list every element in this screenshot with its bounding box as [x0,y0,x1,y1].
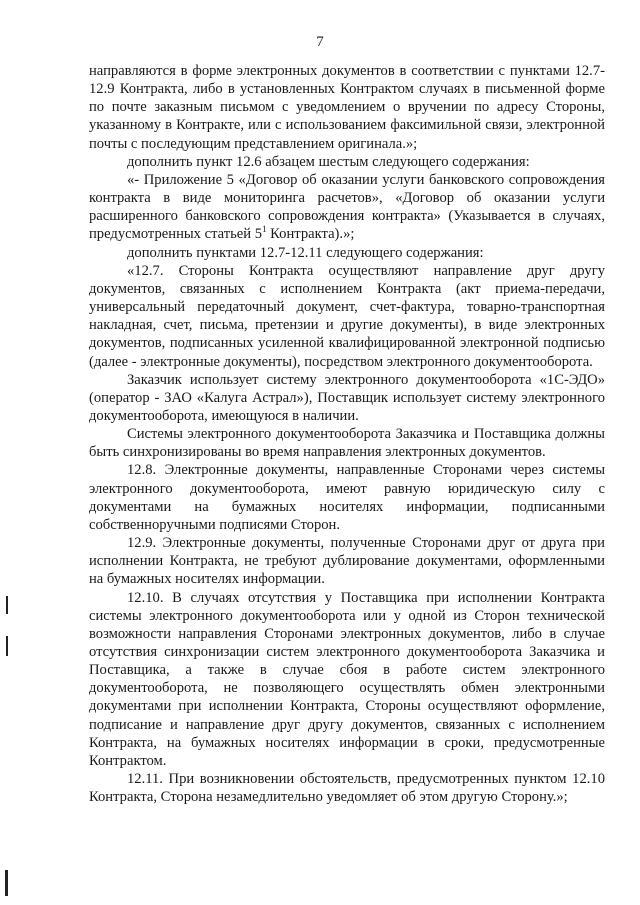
scan-margin-mark [6,596,8,614]
superscript-1: 1 [262,224,267,235]
paragraph-amend-12-6: дополнить пункт 12.6 абзацем шестым следующего содержания: [127,153,530,170]
paragraph-amend-12-7-12-11: дополнить пунктами 12.7-12.11 следующего содержания: [127,244,484,261]
clause-12-11: 12.11. При возникновении обстоятельств, предусмотренных пунктом 12.10 Контракта, Сторона незамедлительно уведомляет об этом другую Сторону.»; [89,771,605,806]
clause-12-10: 12.10. В случаях отсутствия у Поставщика при исполнении Контракта системы электронного документооборота или у одной из Сторон технической возможности направления Сторонами электронных документов, либо в случае отсутствия синхронизации систем электронного документооборота Заказчика и Поставщика, а также в случае сбоя в работе систем электронного документооборота, не позволяющего осуществлять обмен электронными документами при исполнении Контракта, Стороны осуществляют оформление, подписание и направление друг другу документов, связанных с исполнением Контракта, на бумажных носителях информации в сроки, предусмотренные Контрактом. [89,589,605,769]
scan-margin-mark [6,636,8,656]
clause-12-7-sync: Системы электронного документооборота Заказчика и Поставщика должны быть синхронизированы во время направления электронных документов. [89,426,605,461]
clause-12-7-customer-system: Заказчик использует систему электронного документооборота «1С-ЭДО» (оператор - ЗАО «Калуга Астрал»), Поставщик использует систему электронного документооборота, имеющуюся в наличии. [89,371,605,424]
document-body [89,62,605,806]
scan-margin-mark [5,870,8,896]
appendix-5-text-end: Контракта).»; [266,226,355,243]
paragraph-appendix-5 [89,171,605,244]
clause-12-7: «12.7. Стороны Контракта осуществляют направление друг другу документов, связанных с исполнением Контракта (акт приема-передачи, универсальный передаточный документ, счет-фактура, товарно-транспортная накладная, счет, письма, претензии и другие документы), в виде электронных документов, подписанных усиленной квалифицированной электронной подписью (далее - электронные документы), посредством электронного документооборота. [89,262,605,370]
appendix-5-text: «- Приложение 5 «Договор об оказании услуги банковского сопровождения контракта в виде мониторинга расчетов», «Договор об оказании услуги расширенного банковского сопровождения контракта» (Указывается в случаях, предусмотренных статьей 5 [89,171,605,243]
page-number: 7 [316,34,324,50]
clause-12-8: 12.8. Электронные документы, направленные Сторонами через системы электронного документооборота, имеют равную юридическую силу с документами на бумажных носителях информации, подписанными собственноручными подписями Сторон. [89,462,605,533]
paragraph-continuation: направляются в форме электронных документов в соответствии с пунктами 12.7-12.9 Контракта, либо в установленных Контрактом случаях в письменной форме по почте заказным письмом с уведомлением о вручении по адресу Стороны, указанному в Контракте, или с использованием факсимильной связи, электронной почты с последующим представлением оригинала.»; [89,63,605,152]
clause-12-9: 12.9. Электронные документы, полученные Сторонами друг от друга при исполнении Контракта, не требуют дублирование документами, оформленными на бумажных носителях информации. [89,535,605,588]
